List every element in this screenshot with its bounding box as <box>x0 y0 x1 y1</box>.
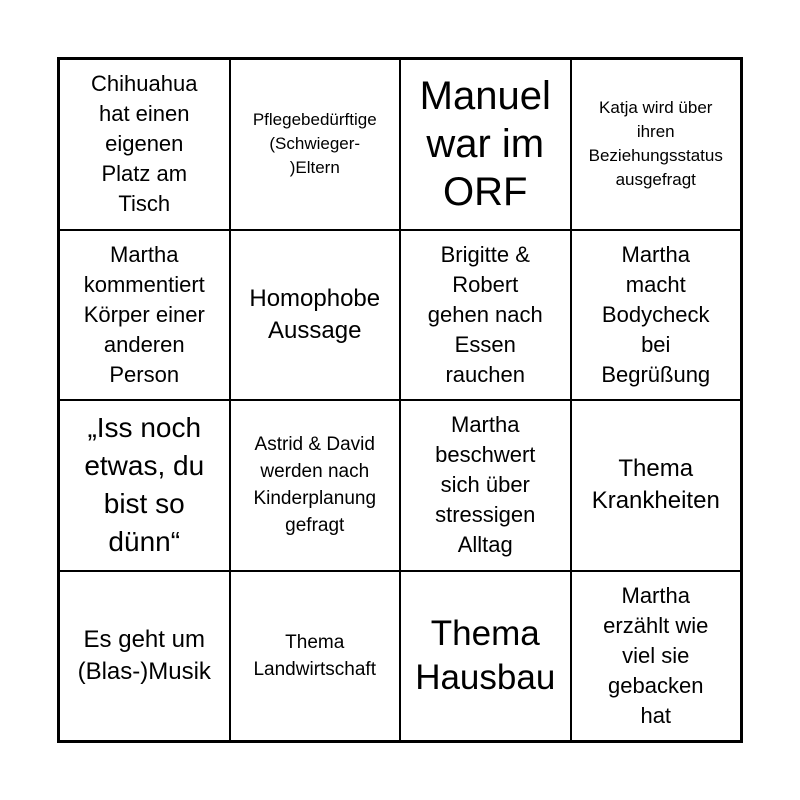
bingo-cell-2-1[interactable] <box>59 230 230 401</box>
bingo-cell-1-2[interactable] <box>230 59 401 230</box>
bingo-cell-2-2[interactable] <box>230 230 401 401</box>
bingo-cell-1-4[interactable] <box>571 59 742 230</box>
bingo-cell-text: Pflegebedürftige (Schwieger- )Eltern <box>252 110 377 178</box>
bingo-cell-4-1[interactable] <box>59 571 230 742</box>
bingo-cell-text: Thema Hausbau <box>415 613 556 697</box>
bingo-cell-text: Astrid & David werden nach Kinderplanung gefragt <box>253 434 377 537</box>
bingo-cell-text: Thema Krankheiten <box>591 455 720 515</box>
bingo-cell-2-3[interactable] <box>400 230 571 401</box>
bingo-board <box>57 57 743 743</box>
bingo-cell-text: Thema Landwirtschaft <box>253 631 376 680</box>
bingo-cell-1-1[interactable] <box>59 59 230 230</box>
bingo-cell-text: Chihuahua hat einen eigenen Platz am Tisch <box>91 71 198 217</box>
bingo-cell-3-3[interactable] <box>400 400 571 571</box>
bingo-cell-4-2[interactable] <box>230 571 401 742</box>
bingo-cell-1-3[interactable] <box>400 59 571 230</box>
bingo-cell-3-4[interactable] <box>571 400 742 571</box>
bingo-cell-text: Es geht um (Blas-)Musik <box>77 625 211 685</box>
bingo-cell-text: Brigitte & Robert gehen nach Essen rauchen <box>427 241 543 387</box>
bingo-cell-text: Manuel war im ORF <box>419 74 551 215</box>
bingo-cell-3-2[interactable] <box>230 400 401 571</box>
bingo-cell-text: Martha erzählt wie viel sie gebacken hat <box>603 582 709 728</box>
bingo-cell-text: Katja wird über ihren Beziehungsstatus ausgefragt <box>588 98 723 190</box>
bingo-cell-text: Martha kommentiert Körper einer anderen Person <box>83 241 205 387</box>
bingo-cell-text: Martha beschwert sich über stressigen Alltag <box>435 412 536 558</box>
bingo-cell-4-4[interactable] <box>571 571 742 742</box>
bingo-cell-text: Martha macht Bodycheck bei Begrüßung <box>601 241 711 387</box>
bingo-cell-2-4[interactable] <box>571 230 742 401</box>
bingo-cell-4-3[interactable] <box>400 571 571 742</box>
bingo-cell-text: Homophobe Aussage <box>249 284 381 344</box>
bingo-cell-text: „Iss noch etwas, du bist so dünn“ <box>84 412 205 558</box>
bingo-cell-3-1[interactable] <box>59 400 230 571</box>
